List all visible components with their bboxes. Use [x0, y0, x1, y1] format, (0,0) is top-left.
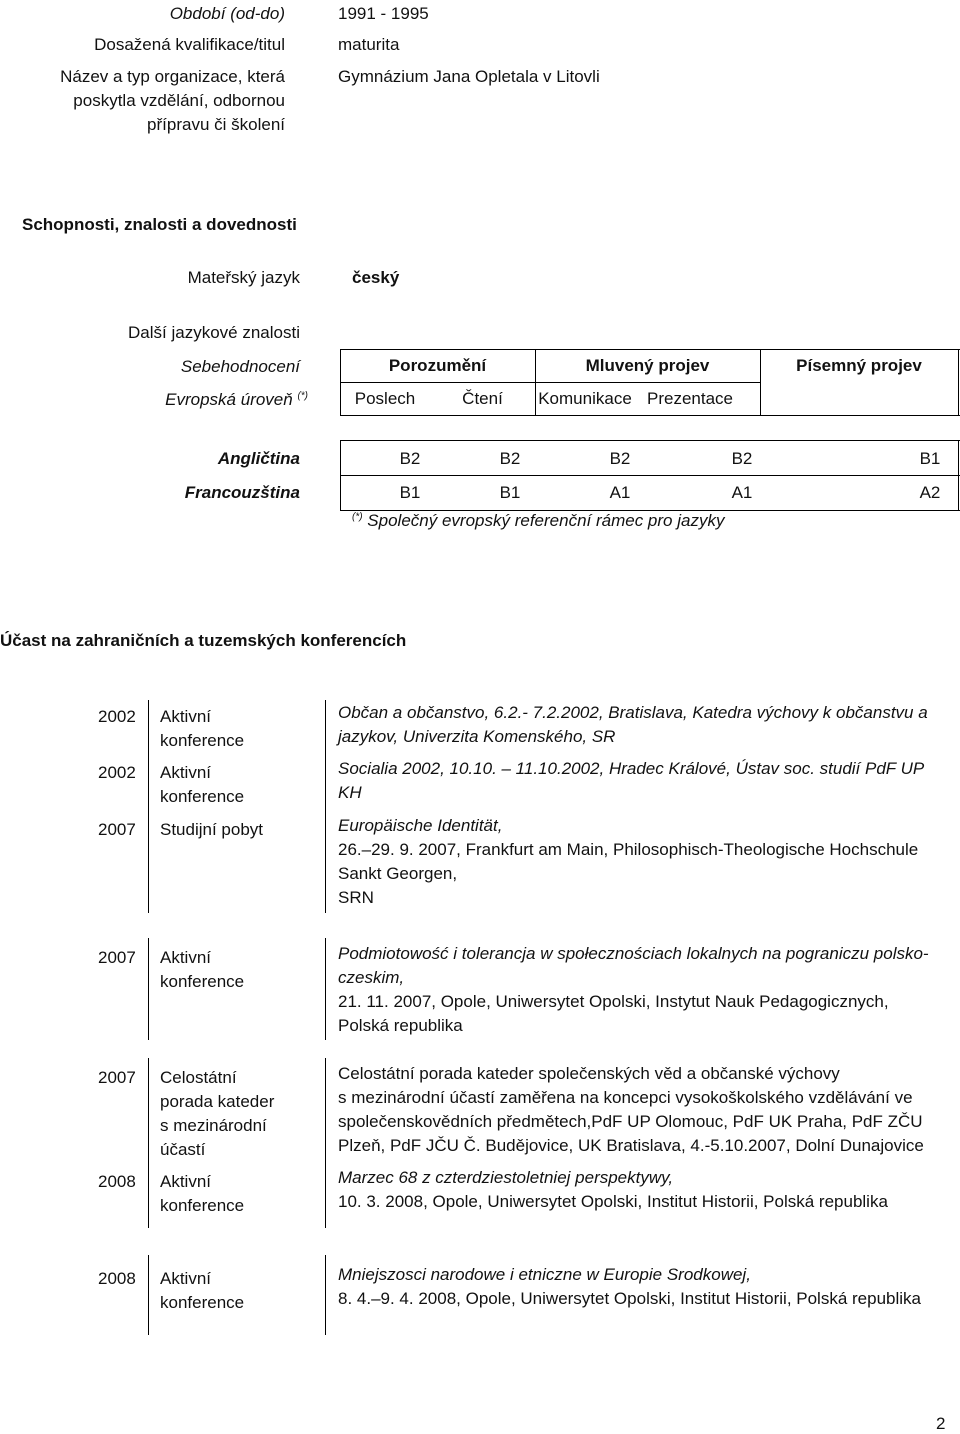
conference-type: Aktivní — [160, 1269, 212, 1288]
subheader-reading: Čtení — [462, 389, 503, 408]
conference-type: konference — [160, 787, 245, 806]
level-cell: A2 — [919, 483, 941, 502]
qualification-value: maturita — [338, 35, 400, 54]
conference-description: Sankt Georgen, — [338, 864, 458, 883]
subheader-production: Prezentace — [647, 389, 733, 408]
level-cell: B1 — [499, 483, 521, 502]
levels-top-line — [340, 440, 960, 441]
separator-type-desc — [325, 1058, 326, 1228]
conference-description: Občan a občanstvo, 6.2.- 7.2.2002, Bratislava, Katedra výchovy k občanstvu a — [338, 703, 928, 722]
conference-year: 2002 — [98, 763, 136, 782]
self-assessment-label: Sebehodnocení — [180, 357, 300, 376]
level-cell: B2 — [609, 449, 631, 468]
conference-year: 2008 — [98, 1172, 136, 1191]
conference-description: s mezinárodní účastí zaměřena na koncepci vysokoškolského vzdělávání ve — [338, 1088, 913, 1107]
conference-type: konference — [160, 1293, 245, 1312]
conference-description: Mniejszosci narodowe i etniczne w Europie Srodkowej, — [338, 1265, 751, 1284]
levels-mid-line — [340, 475, 960, 476]
level-cell: B2 — [399, 449, 421, 468]
level-cell: B2 — [731, 449, 753, 468]
conference-type: s mezinárodní — [160, 1116, 267, 1135]
skills-heading: Schopnosti, znalosti a dovednosti — [22, 215, 297, 234]
level-cell: B1 — [399, 483, 421, 502]
org-value: Gymnázium Jana Opletala v Litovli — [338, 67, 600, 86]
conference-type: Aktivní — [160, 707, 212, 726]
conference-type: Studijní pobyt — [160, 820, 264, 839]
conference-description: Marzec 68 z czterdziestoletniej perspektywy, — [338, 1168, 674, 1187]
grid-right-line — [958, 349, 959, 415]
conference-description: Podmiotowość i tolerancja w społecznościach lokalnych na pograniczu polsko- — [338, 944, 929, 963]
mother-tongue-value: český — [352, 268, 400, 287]
org-label-line-1: Název a typ organizace, která — [60, 67, 285, 86]
period-value: 1991 - 1995 — [338, 4, 429, 23]
separator-year-type — [148, 700, 149, 913]
header-speaking: Mluvený projev — [585, 355, 710, 375]
conference-type: porada kateder — [160, 1092, 275, 1111]
conference-description: 26.–29. 9. 2007, Frankfurt am Main, Philosophisch-Theologische Hochschule — [338, 840, 919, 859]
conference-year: 2007 — [98, 948, 136, 967]
conference-description: Plzeň, PdF JČU Č. Budějovice, UK Bratislava, 4.-5.10.2007, Dolní Dunajovice — [338, 1136, 924, 1155]
subheader-interaction: Komunikace — [538, 389, 632, 408]
period-label: Období (od-do) — [169, 4, 285, 23]
conference-year: 2007 — [98, 1068, 136, 1087]
header-writing: Písemný projev — [796, 355, 922, 375]
separator-year-type — [148, 1255, 149, 1335]
separator-year-type — [148, 1058, 149, 1228]
conference-type: Celostátní — [160, 1068, 237, 1087]
conference-type: konference — [160, 972, 245, 991]
subheader-listening: Poslech — [354, 389, 416, 408]
level-cell: B1 — [919, 449, 941, 468]
conference-description: Socialia 2002, 10.10. – 11.10.2002, Hradec Králové, Ústav soc. studií PdF UP — [338, 759, 925, 778]
header-comprehension: Porozumění — [388, 355, 487, 375]
conference-type: konference — [160, 731, 245, 750]
conference-type: Aktivní — [160, 1172, 212, 1191]
page-number: 2 — [936, 1414, 946, 1433]
level-cell: A1 — [731, 483, 753, 502]
levels-right-line — [958, 440, 959, 510]
level-cell: A1 — [609, 483, 631, 502]
conference-description: Polská republika — [338, 1016, 463, 1035]
conference-description: jazykov, Univerzita Komenského, SR — [338, 727, 616, 746]
qualification-label: Dosažená kvalifikace/titul — [94, 35, 285, 54]
conference-type: konference — [160, 1196, 245, 1215]
conference-description: Celostátní porada kateder společenských věd a občanské výchovy — [338, 1064, 840, 1083]
language-name-french: Francouzština — [184, 483, 300, 502]
conference-type: účastí — [160, 1140, 206, 1159]
org-label-line-3: přípravu či školení — [147, 115, 285, 134]
conference-description: společenskovědních předmětech,PdF UP Olomouc, PdF UK Praha, PdF ZČU — [338, 1112, 923, 1131]
levels-left-line — [340, 440, 341, 510]
conference-description: KH — [338, 783, 362, 802]
conference-type: Aktivní — [160, 948, 212, 967]
conference-description: SRN — [338, 888, 374, 907]
separator-year-type — [148, 938, 149, 1040]
separator-type-desc — [325, 700, 326, 913]
conference-description: czeskim, — [338, 968, 405, 987]
language-name-english: Angličtina — [217, 449, 300, 468]
grid-header-bottom-line — [340, 415, 960, 416]
mother-tongue-label: Mateřský jazyk — [187, 268, 300, 287]
conference-description: 10. 3. 2008, Opole, Uniwersytet Opolski, Institut Historii, Polská republika — [338, 1192, 888, 1211]
conference-description: 21. 11. 2007, Opole, Uniwersytet Opolski, Instytut Nauk Pedagogicznych, — [338, 992, 889, 1011]
other-languages-label: Další jazykové znalosti — [128, 323, 300, 342]
conference-year: 2008 — [98, 1269, 136, 1288]
european-level-label: Evropská úroveň (*) — [165, 390, 308, 409]
conference-year: 2007 — [98, 820, 136, 839]
conference-description: 8. 4.–9. 4. 2008, Opole, Uniwersytet Opolski, Institut Historii, Polská republika — [338, 1289, 921, 1308]
conference-type: Aktivní — [160, 763, 212, 782]
conferences-heading: Účast na zahraničních a tuzemských konferencích — [0, 631, 407, 650]
cefr-footnote: (*) Společný evropský referenční rámec pro jazyky — [352, 511, 725, 530]
org-label-line-2: poskytla vzdělání, odbornou — [73, 91, 285, 110]
level-cell: B2 — [499, 449, 521, 468]
conference-description: Europäische Identität, — [338, 816, 503, 835]
conference-year: 2002 — [98, 707, 136, 726]
separator-type-desc — [325, 938, 326, 1040]
separator-type-desc — [325, 1255, 326, 1335]
